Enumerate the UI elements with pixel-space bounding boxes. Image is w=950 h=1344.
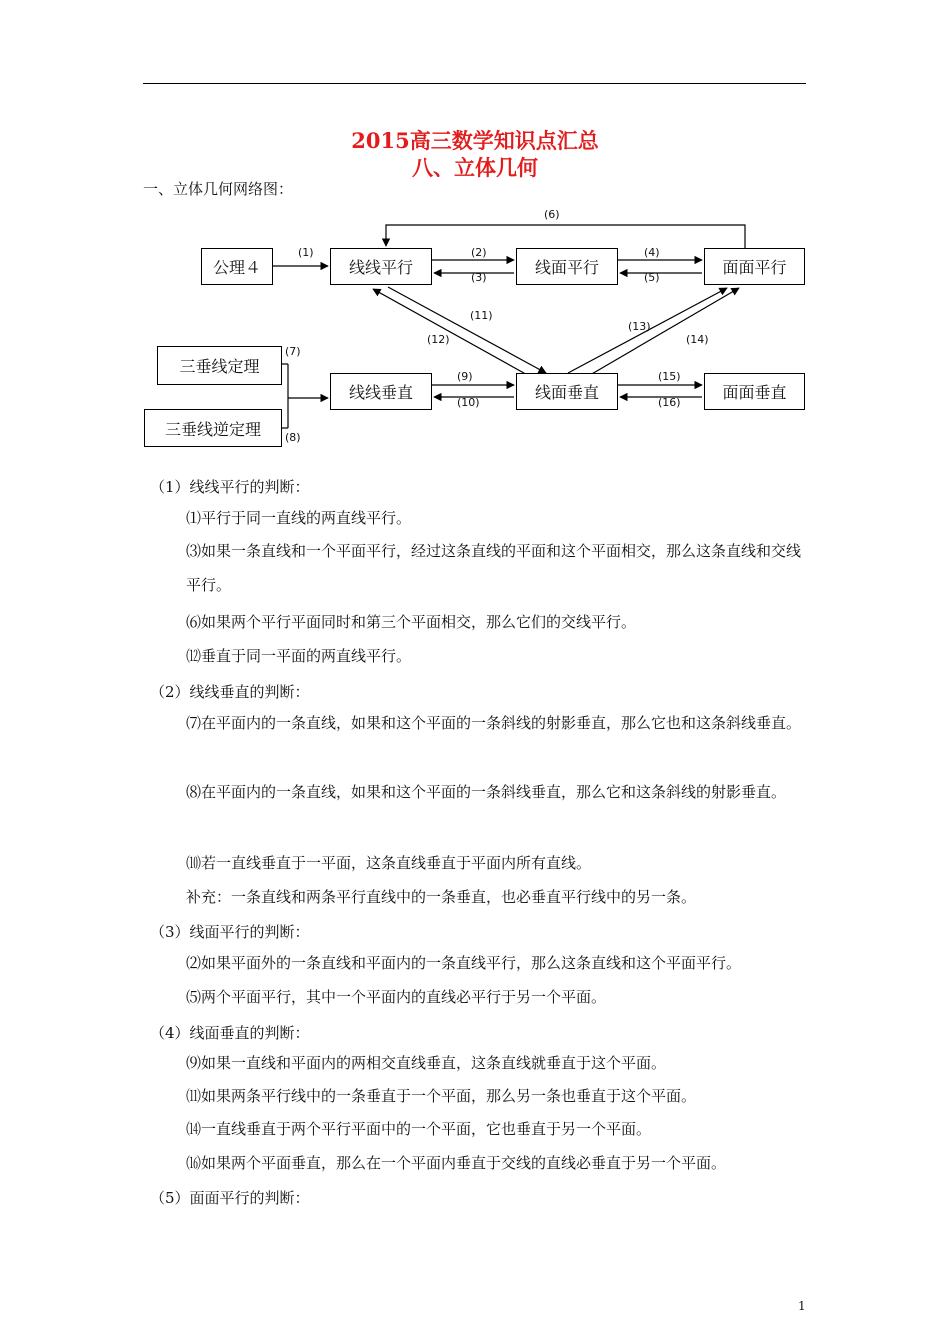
box-axiom4: 公理４ bbox=[201, 248, 273, 285]
list-item: ⒁一直线垂直于两个平行平面中的一个平面，它也垂直于另一个平面。 bbox=[186, 1120, 652, 1138]
arrow-6 bbox=[386, 225, 745, 248]
list-item: 补充：一条直线和两条平行直线中的一条垂直，也必垂直平行线中的另一条。 bbox=[186, 888, 697, 906]
box-line-plane-perp: 线面垂直 bbox=[516, 373, 618, 410]
box-three-perp-inverse: 三垂线逆定理 bbox=[144, 409, 282, 447]
arrow-14 bbox=[590, 288, 739, 375]
label-5: (5) bbox=[644, 271, 660, 284]
list-item: ⑹如果两个平行平面同时和第三个平面相交，那么它们的交线平行。 bbox=[186, 613, 637, 631]
list-item: ⒃如果两个平面垂直，那么在一个平面内垂直于交线的直线必垂直于另一个平面。 bbox=[186, 1154, 727, 1172]
section-heading: （5）面面平行的判断： bbox=[150, 1189, 310, 1207]
arrow-11 bbox=[388, 287, 546, 373]
label-2: (2) bbox=[471, 246, 487, 259]
box-line-line-perp: 线线垂直 bbox=[330, 373, 432, 410]
list-item: ⑿垂直于同一平面的两直线平行。 bbox=[186, 647, 412, 665]
list-item: ⑼如果一直线和平面内的两相交直线垂直，这条直线就垂直于这个平面。 bbox=[186, 1054, 667, 1072]
label-14: (14) bbox=[686, 333, 709, 346]
list-item: ⑾如果两条平行线中的一条垂直于一个平面，那么另一条也垂直于这个平面。 bbox=[186, 1087, 697, 1105]
page-title: 2015高三数学知识点汇总 bbox=[351, 128, 599, 153]
list-item: ⑽若一直线垂直于一平面，这条直线垂直于平面内所有直线。 bbox=[186, 854, 592, 872]
box-line-plane-parallel: 线面平行 bbox=[516, 248, 618, 285]
label-13: (13) bbox=[628, 320, 651, 333]
box-plane-plane-perp: 面面垂直 bbox=[704, 373, 805, 410]
arrow-12 bbox=[373, 289, 531, 377]
page-number: 1 bbox=[798, 1299, 806, 1313]
list-item: ⑺在平面内的一条直线，如果和这个平面的一条斜线的射影垂直，那么它也和这条斜线垂直。 bbox=[186, 714, 802, 732]
box-three-perp-theorem: 三垂线定理 bbox=[157, 346, 282, 385]
list-item: ⑵如果平面外的一条直线和平面内的一条直线平行，那么这条直线和这个平面平行。 bbox=[186, 954, 742, 972]
label-6: (6) bbox=[544, 208, 560, 221]
section-heading: （2）线线垂直的判断： bbox=[150, 683, 310, 701]
list-item: ⑶如果一条直线和一个平面平行，经过这条直线的平面和这个平面相交，那么这条直线和交线平行。 bbox=[186, 542, 802, 594]
diagram-heading: 一、立体几何网络图： bbox=[143, 180, 294, 198]
label-12: (12) bbox=[427, 333, 450, 346]
section-heading: （3）线面平行的判断： bbox=[150, 923, 310, 941]
label-4: (4) bbox=[644, 246, 660, 259]
label-11: (11) bbox=[470, 309, 493, 322]
label-9: (9) bbox=[457, 370, 473, 383]
label-1: (1) bbox=[298, 246, 314, 259]
box-plane-plane-parallel: 面面平行 bbox=[704, 248, 805, 285]
label-3: (3) bbox=[471, 271, 487, 284]
box-line-line-parallel: 线线平行 bbox=[330, 248, 432, 285]
label-15: (15) bbox=[658, 370, 681, 383]
network-diagram bbox=[0, 0, 950, 460]
section-heading: （1）线线平行的判断： bbox=[150, 478, 310, 496]
chapter-title: 八、立体几何 bbox=[412, 155, 538, 180]
list-item: ⑸两个平面平行，其中一个平面内的直线必平行于另一个平面。 bbox=[186, 988, 607, 1006]
label-8: (8) bbox=[285, 431, 301, 444]
list-item: ⑻在平面内的一条直线，如果和这个平面的一条斜线垂直，那么它和这条斜线的射影垂直。 bbox=[186, 783, 787, 801]
label-10: (10) bbox=[457, 396, 480, 409]
list-item: ⑴平行于同一直线的两直线平行。 bbox=[186, 509, 412, 527]
label-16: (16) bbox=[658, 396, 681, 409]
label-7: (7) bbox=[285, 345, 301, 358]
section-heading: （4）线面垂直的判断： bbox=[150, 1024, 310, 1042]
